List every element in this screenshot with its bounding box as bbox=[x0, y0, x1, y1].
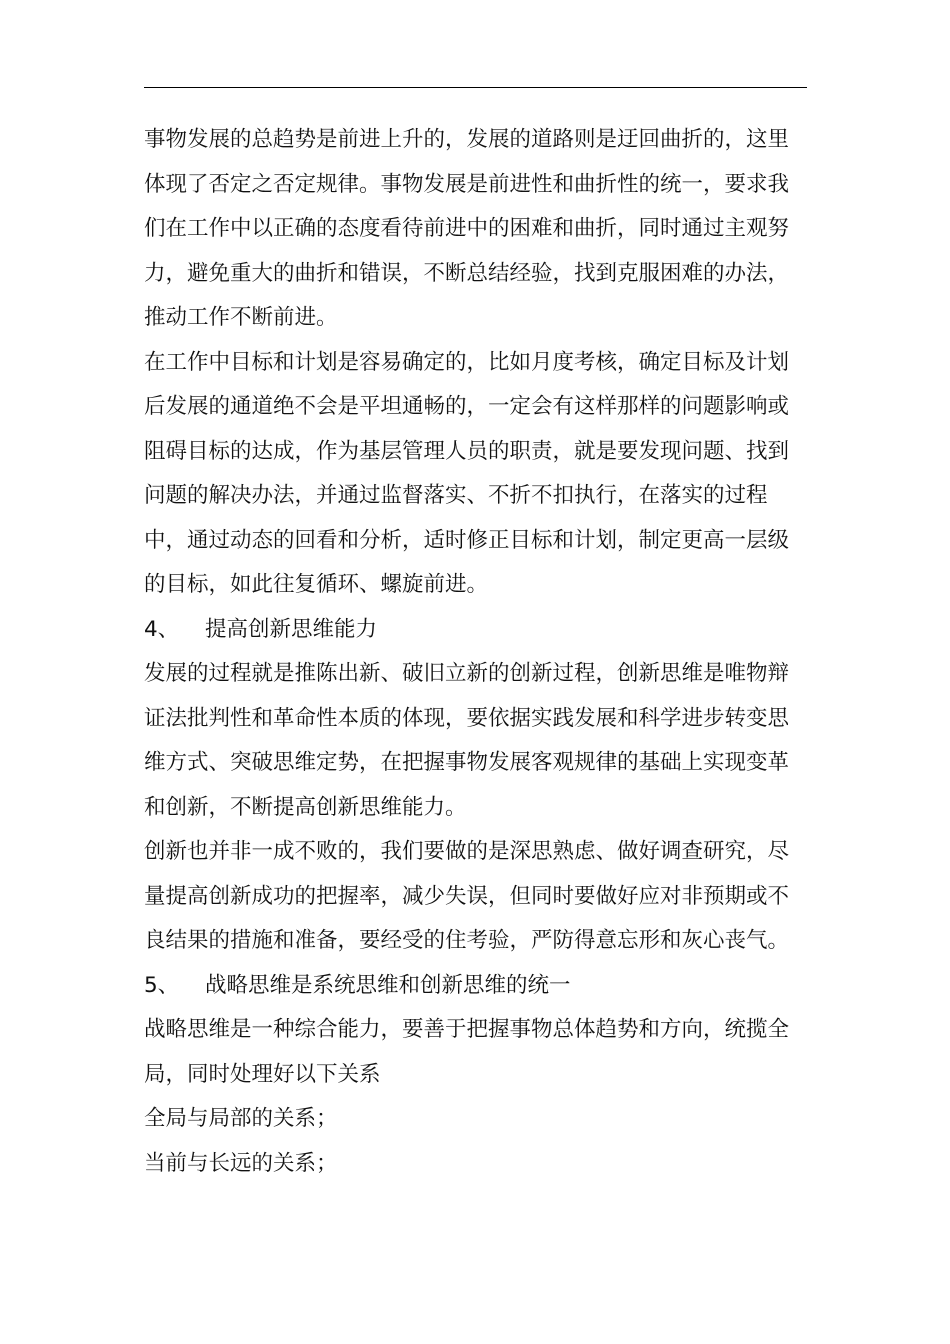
paragraph-dialectic-trend: 事物发展的总趋势是前进上升的，发展的道路则是迂回曲折的，这里体现了否定之否定规律。事物发展是前进性和曲折性的统一，要求我们在工作中以正确的态度看待前进中的困难和曲折，同时通过主观努力，避免重大的曲折和错误，不断总结经验，找到克服困难的办法，推动工作不断前进。 bbox=[144, 127, 790, 330]
section-title: 提高创新思维能力 bbox=[205, 616, 378, 642]
paragraph-innovation-risk: 创新也并非一成不败的，我们要做的是深思熟虑、做好调查研究，尽量提高创新成功的把握率，减少失误，但同时要做好应对非预期或不良结果的措施和准备，要经受的住考验，严防得意忘形和灰心丧气。 bbox=[144, 839, 790, 953]
section-heading-4 bbox=[144, 608, 807, 653]
list-item-global-local: 全局与局部的关系； bbox=[144, 1106, 338, 1131]
header-rule bbox=[144, 87, 807, 88]
paragraph-innovation-process: 发展的过程就是推陈出新、破旧立新的创新过程，创新思维是唯物辩证法批判性和革命性本质的体现，要依据实践发展和科学进步转变思维方式、突破思维定势，在把握事物发展客观规律的基础上实现变革和创新，不断提高创新思维能力。 bbox=[144, 661, 790, 820]
section-number: 5、 bbox=[144, 972, 180, 998]
paragraph-strategic-thinking: 战略思维是一种综合能力，要善于把握事物总体趋势和方向，统揽全局，同时处理好以下关系 bbox=[144, 1017, 790, 1087]
section-title: 战略思维是系统思维和创新思维的统一 bbox=[205, 972, 571, 998]
section-heading-5 bbox=[144, 964, 807, 1009]
section-number: 4、 bbox=[144, 616, 180, 642]
list-item-current-longterm: 当前与长远的关系； bbox=[144, 1150, 338, 1176]
paragraph-goals-and-plans: 在工作中目标和计划是容易确定的，比如月度考核，确定目标及计划后发展的通道绝不会是平坦通畅的，一定会有这样那样的问题影响或阻碍目标的达成，作为基层管理人员的职责，就是要发现问题、找到问题的解决办法，并通过监督落实、不折不扣执行，在落实的过程中，通过动态的回看和分析，适时修正目标和计划，制定更高一层级的目标，如此往复循环、螺旋前进。 bbox=[144, 349, 790, 597]
document-body bbox=[144, 118, 807, 1186]
